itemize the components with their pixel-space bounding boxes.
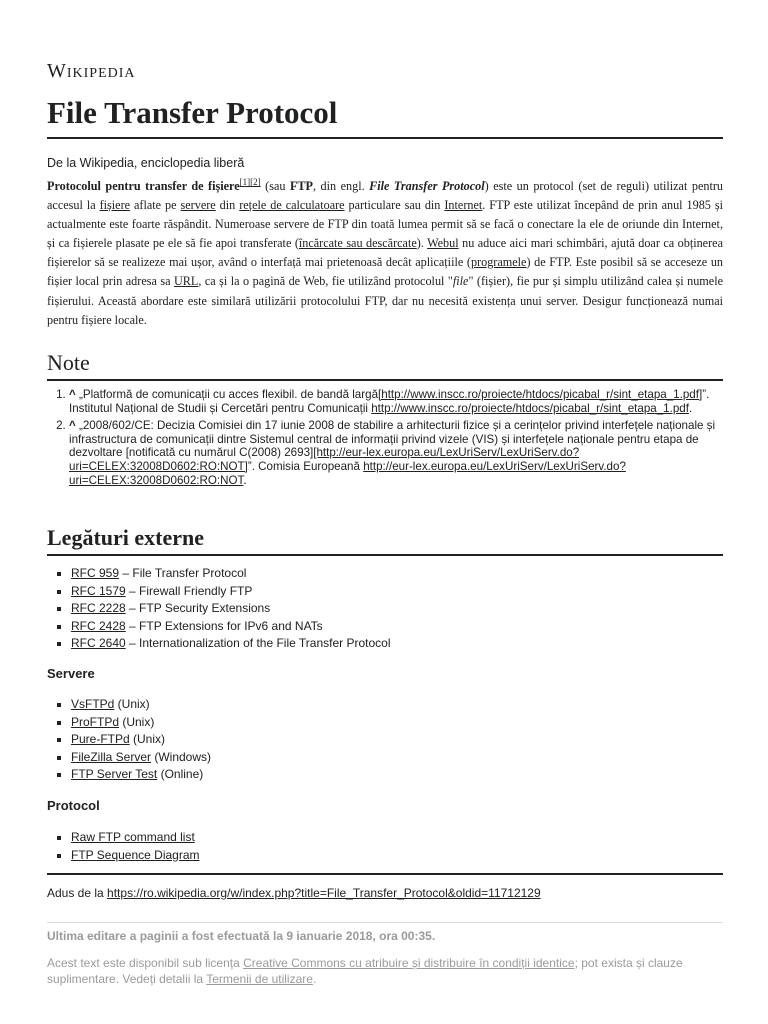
intro-english-term: File Transfer Protocol: [369, 179, 485, 193]
ref-backlink[interactable]: ^: [69, 419, 76, 433]
list-item: [71, 847, 723, 865]
page-footer: [47, 922, 723, 987]
reference-item: [69, 388, 723, 415]
link-description: – File Transfer Protocol: [119, 566, 247, 580]
license-text: ; pot exista și clauze suplimentare. Vedeți detalii la: [47, 956, 683, 986]
intro-file-word: file: [452, 274, 469, 289]
ref-text: .: [243, 473, 247, 487]
protocol-link[interactable]: Raw FTP command list: [71, 830, 195, 844]
intro-text: , din engl.: [312, 179, 370, 193]
references-list: [47, 388, 723, 491]
intro-paragraph: [47, 177, 723, 330]
link-description: (Online): [157, 767, 204, 782]
reference-item: [69, 419, 723, 487]
ref-url-link[interactable]: http://www.inscc.ro/proiecte/htdocs/picabal_r/sint_etapa_1.pdf: [371, 401, 689, 415]
server-link[interactable]: Pure-FTPd: [71, 732, 130, 747]
list-item: [71, 600, 723, 618]
link-description: (Windows): [151, 749, 212, 764]
intro-text: particulare sau din: [344, 198, 445, 213]
license-link[interactable]: Creative Commons cu atribuire și distribuire în condiții identice: [243, 956, 575, 970]
list-item: [71, 749, 723, 767]
list-item: [71, 635, 723, 653]
intro-text: nu aduce aici mari schimbări, ajută doar ca obținerea fișierelor să se realizeze mai ușor, având o interfață mai prietenoasă decât aplicațiile (: [47, 236, 723, 270]
list-item: [71, 583, 723, 601]
list-item: [71, 714, 723, 732]
link-incarcate[interactable]: încărcate sau descărcate: [298, 236, 417, 251]
link-description: (Unix): [119, 714, 155, 729]
intro-text: ) este un protocol (set de reguli) utilizat pentru accesul la: [47, 179, 723, 213]
ref-text: ”. Institutul Național de Studii și Cercetări pentru Comunicații: [69, 388, 710, 415]
intro-text: din: [215, 198, 240, 213]
ext-link[interactable]: RFC 2228: [71, 601, 126, 616]
list-item: [71, 696, 723, 714]
license-notice: [47, 955, 723, 987]
retrieved-label: Adus de la: [47, 886, 108, 900]
ext-link[interactable]: RFC 2640: [71, 636, 126, 651]
protocol-links-list: [47, 829, 723, 864]
link-programele[interactable]: programele: [470, 255, 527, 270]
protocol-link[interactable]: FTP Sequence Diagram: [71, 847, 200, 862]
site-tagline: De la Wikipedia, enciclopedia liberă: [47, 156, 245, 170]
license-text: Acest text este disponibil sub licența: [47, 956, 244, 970]
external-links-heading: Legături externe: [47, 525, 723, 556]
list-item: [71, 766, 723, 784]
ref-link-1[interactable]: [1]: [239, 176, 251, 187]
list-item: [71, 618, 723, 636]
list-item: [71, 731, 723, 749]
last-edited: Ultima editare a paginii a fost efectuată la 9 ianuarie 2018, ora 00:35.: [47, 929, 436, 943]
permanent-link[interactable]: https://ro.wikipedia.org/w/index.php?title=File_Transfer_Protocol&oldid=11712129: [107, 886, 541, 900]
ref-url-link[interactable]: http://eur-lex.europa.eu/LexUriServ/LexUriServ.do?uri=CELEX:32008D0602:RO:NOT: [69, 459, 626, 487]
intro-text: (sau: [260, 179, 290, 193]
server-link[interactable]: VsFTPd: [71, 697, 115, 711]
list-item: [71, 829, 723, 847]
ext-link[interactable]: RFC 959: [71, 566, 120, 580]
link-description: – FTP Security Extensions: [125, 601, 271, 616]
link-retele[interactable]: rețele de calculatoare: [239, 198, 345, 213]
ref-url-link[interactable]: [http://www.inscc.ro/proiecte/htdocs/picabal_r/sint_etapa_1.pdf]: [378, 388, 703, 401]
link-description: – FTP Extensions for IPv6 and NATs: [125, 618, 323, 633]
protocol-heading: Protocol: [47, 798, 100, 813]
intro-term: Protocolul pentru transfer de fișiere: [47, 179, 240, 193]
intro-text: , ca și la o pagină de Web, fie utilizând protocolul ": [198, 274, 453, 289]
retrieved-from: [47, 873, 723, 900]
link-fisiere[interactable]: fișiere: [99, 198, 131, 213]
license-text: .: [312, 972, 317, 986]
servers-list: [47, 696, 723, 784]
intro-text: aflate pe: [130, 198, 181, 213]
ext-link[interactable]: RFC 1579: [71, 583, 126, 598]
servers-heading: Servere: [47, 666, 95, 681]
link-description: – Internationalization of the File Transfer Protocol: [125, 636, 391, 651]
ref-text: ”. Comisia Europeană: [247, 459, 364, 473]
ref-url-link[interactable]: [http://eur-lex.europa.eu/LexUriServ/LexUriServ.do?uri=CELEX:32008D0602:RO:NOT]: [69, 446, 580, 473]
intro-text: ).: [416, 236, 428, 251]
link-webul[interactable]: Webul: [427, 236, 459, 251]
intro-text: . FTP este utilizat începând de prin anul 1985 și actualmente este foarte răspândit. Numeroase servere de FTP din toată lumea permit să se facă o conectare la ele de oriunde din Internet, și ca fișierele plasate pe ele să fie apoi transferate (: [47, 198, 723, 251]
intro-abbrev: FTP: [289, 179, 313, 193]
link-description: (Unix): [114, 697, 150, 711]
note-heading: Note: [47, 350, 723, 381]
ref-text: „Platformă de comunicații cu acces flexibil. de bandă largă: [75, 388, 379, 401]
external-links-list: [47, 565, 723, 653]
link-servere[interactable]: servere: [180, 198, 216, 213]
server-link[interactable]: FileZilla Server: [71, 749, 152, 764]
ref-text: „2008/602/CE: Decizia Comisiei din 17 iunie 2008 de stabilire a arhitecturii fizice și a cerințelor privind interfețele naționale și infrastructura de comunicații dintre Sistemul central de informații privind vizele (VIS) și interfețele naționale pentru etapa de dezvoltare [notificată cu numărul C(2008) 2693]: [69, 419, 716, 460]
ext-link[interactable]: RFC 2428: [71, 618, 126, 633]
list-item: [71, 565, 723, 583]
ref-text: .: [688, 401, 693, 415]
terms-link[interactable]: Termenii de utilizare: [206, 972, 313, 986]
page-title: File Transfer Protocol: [47, 95, 723, 139]
link-description: – Firewall Friendly FTP: [125, 583, 253, 598]
server-link[interactable]: FTP Server Test: [71, 767, 158, 782]
intro-text: ) de FTP. Este posibil să se acceseze un fișier local prin adresa sa: [47, 255, 724, 289]
link-internet[interactable]: Internet: [444, 198, 483, 213]
link-description: (Unix): [129, 732, 166, 747]
link-url[interactable]: URL: [174, 274, 199, 289]
intro-text: " (fișier), fie pur și simplu utilizând calea și numele fișierului. Această abordare este similară utilizării protocolului FTP, dar nu necesită existența unui server. Desigur funcționează numai pentru fișiere locale.: [47, 274, 723, 327]
ref-backlink[interactable]: ^: [69, 388, 76, 401]
ref-link-2[interactable]: [2]: [250, 176, 261, 187]
wikipedia-logo[interactable]: Wikipedia: [47, 60, 136, 82]
server-link[interactable]: ProFTPd: [71, 714, 120, 729]
